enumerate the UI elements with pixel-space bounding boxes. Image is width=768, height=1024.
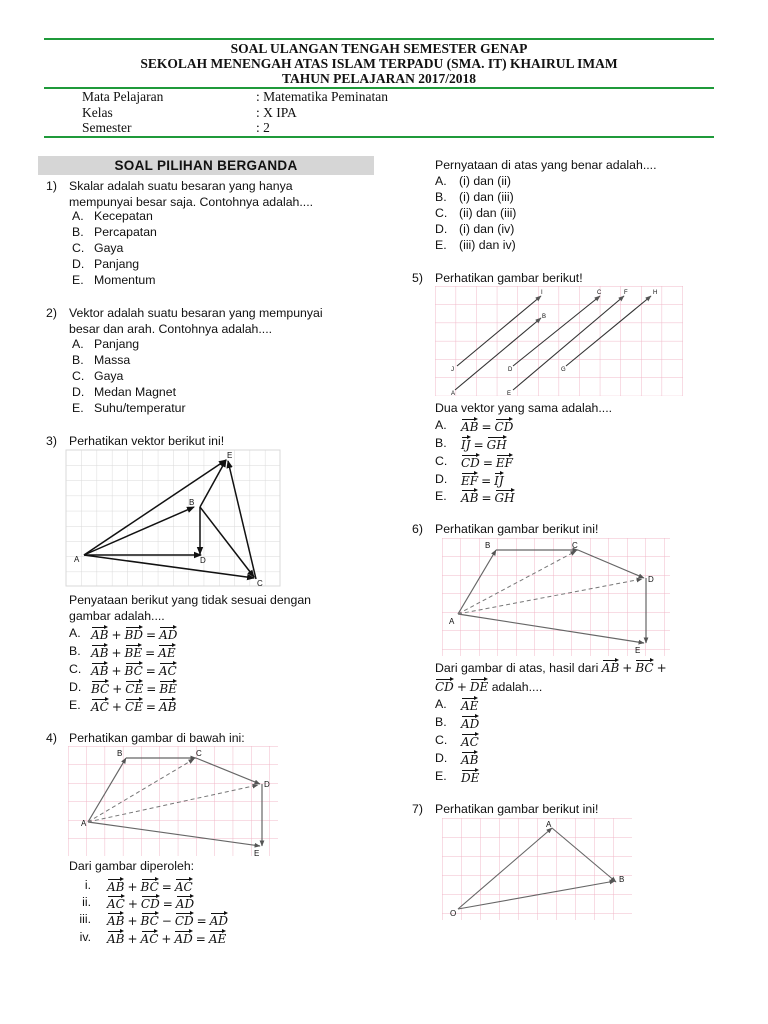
q4-label-d: D [264,780,270,789]
q5-option-c[interactable]: C. CD = EF [435,454,513,470]
q7-number: 7) [412,802,423,816]
q7-label-b: B [619,875,625,884]
q5-label-c: C [597,290,602,296]
q6-figure [442,538,670,656]
semester-value: : 2 [256,120,270,135]
q2-stem-line1: Vektor adalah suatu besaran yang mempunyai [69,306,323,320]
section-title: SOAL PILIHAN BERGANDA [38,156,374,175]
q5-option-e[interactable]: E. AB = GH [435,489,515,505]
q3-label-b: B [189,498,195,507]
q1-number: 1) [46,179,57,193]
q2-option-b[interactable]: B. Massa [72,353,131,367]
q4-question: Dari gambar diperoleh: [69,859,195,873]
q3-number: 3) [46,434,57,448]
q6-option-d[interactable]: D. AB [435,751,479,767]
subject-label: Mata Pelajaran [82,89,164,104]
q5-stem: Perhatikan gambar berikut! [435,271,583,285]
q7-label-a: A [546,820,552,829]
class-value: : X IPA [256,105,297,120]
q3-option-d[interactable]: D. BC + CE = BE [69,680,177,696]
q5-label-f: F [624,290,628,296]
q5-option-a[interactable]: A. AB = CD [435,418,514,434]
q4-label-a: A [81,819,87,828]
q1-option-a[interactable]: A. Kecepatan [72,209,153,223]
q4-continued-question: Pernyataan di atas yang benar adalah.... [435,158,657,172]
q6-question-line1: Dari gambar di atas, hasil dari AB + BC + [435,658,670,676]
q6-option-b[interactable]: B. AD [435,715,480,731]
q3-label-c: C [257,579,263,588]
q3-option-b[interactable]: B. AB + BE = AE [69,644,176,660]
q6-option-c[interactable]: C. AC [435,733,479,749]
q2-number: 2) [46,306,57,320]
q3-label-e: E [227,451,233,460]
q3-option-e[interactable]: E. AC + CE = AB [69,698,177,714]
q1-option-e[interactable]: E. Momentum [72,273,156,287]
q4-label-b: B [117,749,123,758]
q5-label-h: H [653,290,658,296]
q5-question: Dua vektor yang sama adalah.... [435,401,613,415]
q5-label-e: E [507,391,512,397]
q4-option-b[interactable]: B. (i) dan (iii) [435,190,514,204]
q3-question-line2: gambar adalah.... [69,609,165,623]
q5-label-j: J [451,367,454,373]
q4-stem: Perhatikan gambar di bawah ini: [69,731,245,745]
q4-option-d[interactable]: D. (i) dan (iv) [435,222,515,236]
q2-option-e[interactable]: E. Suhu/temperatur [72,401,186,415]
q4-option-e[interactable]: E. (iii) dan iv) [435,238,516,252]
q6-question-line2: CD + DE adalah.... [435,677,542,695]
semester-label: Semester [82,120,132,135]
q2-option-a[interactable]: A. Panjang [72,337,140,351]
q3-figure [66,450,280,586]
q6-label-e: E [635,646,641,655]
q5-label-a: A [451,391,456,397]
q5-label-b: B [542,314,547,320]
exam-title: SOAL ULANGAN TENGAH SEMESTER GENAP [230,41,528,56]
q4-option-c[interactable]: C. (ii) dan (iii) [435,206,517,220]
q7-stem: Perhatikan gambar berikut ini! [435,802,599,816]
school-name: SEKOLAH MENENGAH ATAS ISLAM TERPADU (SMA. IT) KHAIRUL IMAM [140,56,618,71]
q4-number: 4) [46,731,57,745]
q5-label-i: I [541,290,543,296]
q1-option-b[interactable]: B. Percapatan [72,225,157,239]
q3-stem: Perhatikan vektor berikut ini! [69,434,225,448]
q7-label-o: O [450,909,457,918]
q4-figure [68,746,278,856]
q6-option-e[interactable]: E. DE [435,769,480,785]
q6-number: 6) [412,522,423,536]
academic-year: TAHUN PELAJARAN 2017/2018 [281,71,476,86]
q5-number: 5) [412,271,423,285]
q5-figure [435,286,683,396]
q4-label-c: C [196,749,202,758]
q3-label-d: D [200,556,206,565]
q3-question-line1: Penyataan berikut yang tidak sesuai dengan [69,593,312,607]
subject-value: : Matematika Peminatan [256,89,388,104]
q1-stem-line1: Skalar adalah suatu besaran yang hanya [69,179,293,193]
q2-stem-line2: besar dan arah. Contohnya adalah.... [69,322,273,336]
q6-label-c: C [572,541,578,550]
q1-option-c[interactable]: C. Gaya [72,241,124,255]
q1-stem-line2: mempunyai besar saja. Contohnya adalah.... [69,195,314,209]
header-bottom-line [44,136,714,138]
q6-label-d: D [648,575,654,584]
q5-option-b[interactable]: B. IJ = GH [435,436,507,452]
header-top-line [44,38,714,40]
q5-option-d[interactable]: D. EF = IJ [435,472,504,488]
q6-label-b: B [485,541,491,550]
q3-label-a: A [74,555,80,564]
q6-option-a[interactable]: A. AE [435,697,479,713]
q4-option-a[interactable]: A. (i) dan (ii) [435,174,511,188]
q2-option-c[interactable]: C. Gaya [72,369,124,383]
class-label: Kelas [82,105,113,120]
q3-option-c[interactable]: C. AB + BC = AC [69,662,177,678]
q2-option-d[interactable]: D. Medan Magnet [72,385,177,399]
q6-stem: Perhatikan gambar berikut ini! [435,522,599,536]
q1-option-d[interactable]: D. Panjang [72,257,140,271]
q3-option-a[interactable]: A. AB + BD = AD [69,626,178,642]
q7-figure [442,818,632,920]
q6-label-a: A [449,617,455,626]
q5-label-d: D [508,367,513,373]
q4-label-e: E [254,849,260,858]
q5-label-g: G [561,367,566,373]
